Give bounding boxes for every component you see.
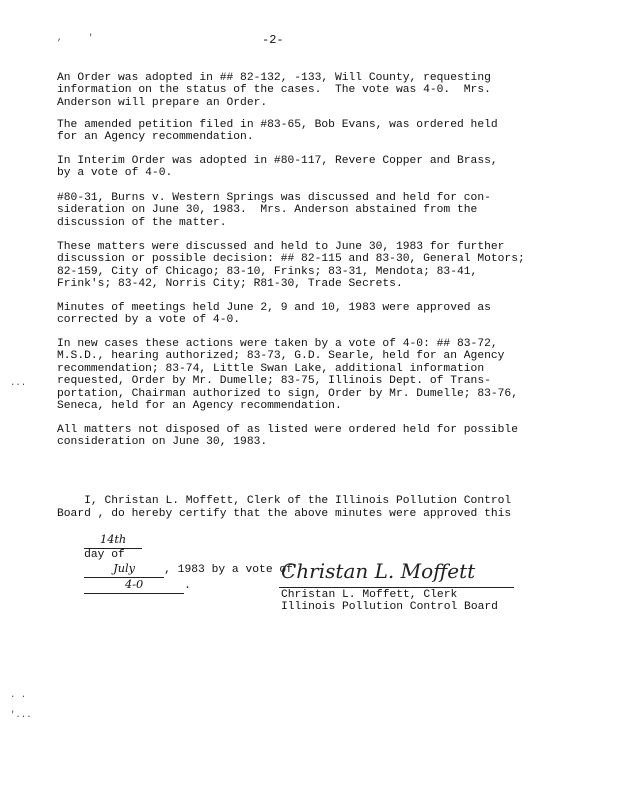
paragraph-burns: #80-31, Burns v. Western Springs was discussed and held for con- sideration on June 30, 1983. Mrs. Anderson abstained from the discussion of the matter. [57,192,491,229]
paragraph-new-cases: In new cases these actions were taken by a vote of 4-0: ## 83-72, M.S.D., hearing authorized; 83-73, G.D. Searle, held for an Agency recommendation; 83-74, Little Swan Lake, additional information requested, Order by Mr. Dumelle; 83-75, Illinois Dept. of Trans- portation, Chairman authorized to sign, Order by Mr. Dumelle; 83-76, Seneca, held for an Agency recommendation. [57,338,518,413]
vote-field [84,578,184,594]
day-handwritten: 14th [100,533,127,546]
paragraph-held-matters: These matters were discussed and held to June 30, 1983 for further discussion or possible decision: ## 82-115 and 83-30, General Motors; 82-159, City of Chicago; 83-10, Frinks; 83-31, Mendota; 83-41, Frink's; 83-42, Norris City; R81-30, Trade Secrets. [57,241,525,291]
paragraph-bob-evans: The amended petition filed in #83-65, Bob Evans, was ordered held for an Agency recommendation. [57,119,498,144]
margin-mark: ... [10,378,27,388]
handwritten-signature: Christan L. Moffett [281,559,476,583]
month-field [84,562,164,578]
paragraph-will-county: An Order was adopted in ## 82-132, -133, Will County, requesting information on the status of the cases. The vote was 4-0. Mrs. Anderson will prepare an Order. [57,72,491,109]
signature-line [279,587,514,588]
paragraph-minutes: Minutes of meetings held June 2, 9 and 10, 1983 were approved as corrected by a vote of 4-0. [57,302,491,327]
year-vote-text: , 1983 by a vote of [164,564,293,576]
paragraph-all-matters: All matters not disposed of as listed were ordered held for possible consideration on June 30, 1983. [57,424,518,449]
day-of-text: day of [84,549,125,561]
vote-handwritten: 4-0 [125,578,144,591]
period-text: . [184,580,191,592]
signer-name: Christan L. Moffett, Clerk [281,589,458,601]
margin-mark: , [57,33,63,43]
paragraph-revere-copper: In Interim Order was adopted in #80-117, Revere Copper and Brass, by a vote of 4-0. [57,155,498,180]
month-handwritten: July [113,562,136,575]
certification-line-1: I, Christan L. Moffett, Clerk of the Illinois Pollution Control [57,495,512,507]
margin-mark: . . [10,690,27,700]
signer-title: Illinois Pollution Control Board [281,601,498,613]
page-number: -2- [262,33,284,47]
certification-line-2: Board , do hereby certify that the above minutes were approved this [57,508,512,520]
day-field [84,533,142,549]
margin-mark: '... [10,710,32,720]
margin-mark: ' [88,33,94,43]
